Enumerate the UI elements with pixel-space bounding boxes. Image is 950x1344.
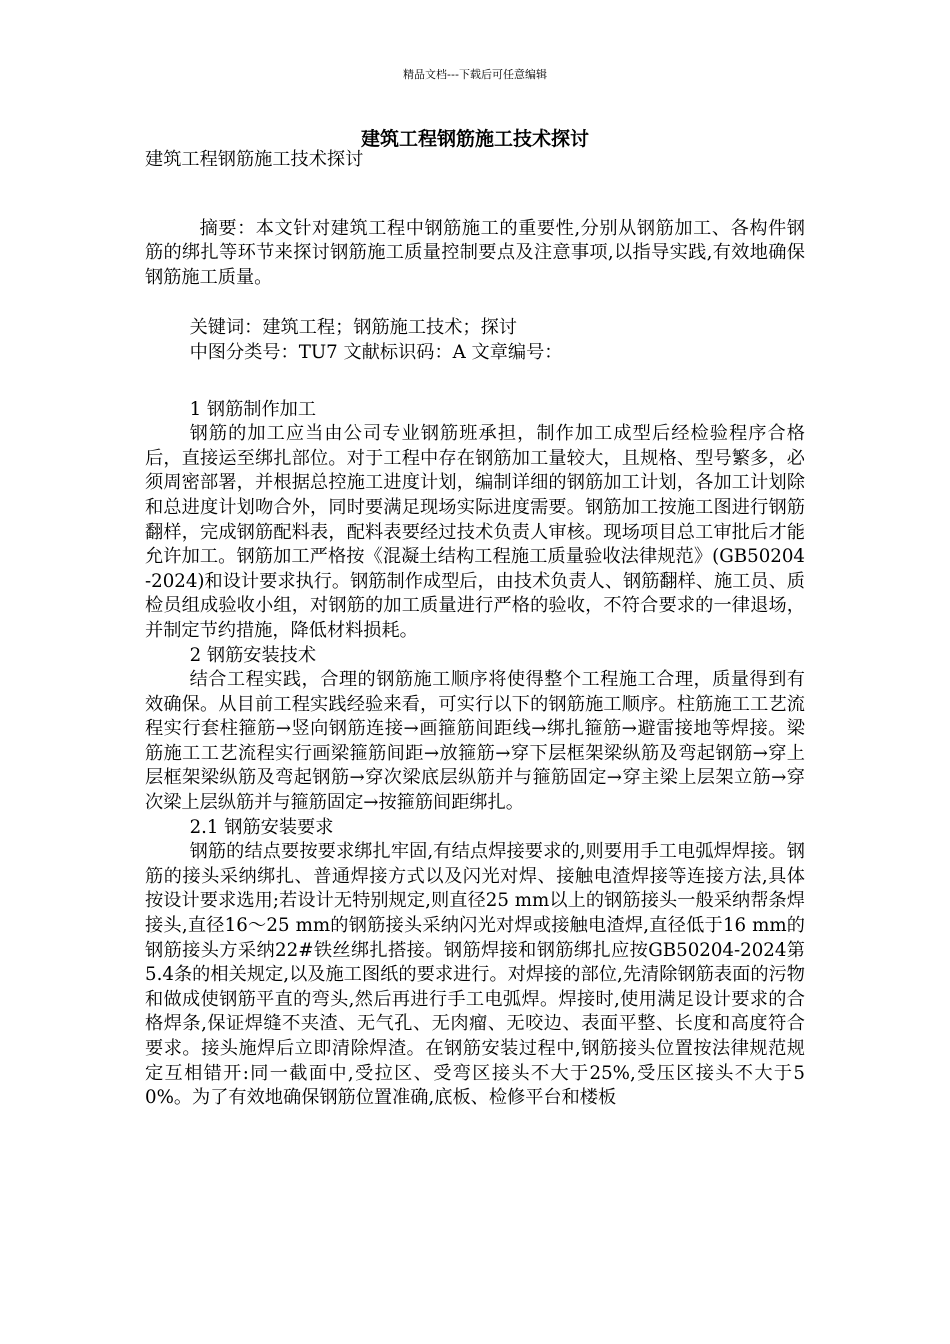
abstract-paragraph: 摘要：本文针对建筑工程中钢筋施工的重要性,分别从钢筋加工、各构件钢筋的绑扎等环节来探讨钢筋施工质量控制要点及注意事项,以指导实践,有效地确保钢筋施工质量。: [145, 217, 805, 288]
document-body: [145, 148, 805, 1111]
page-header-watermark: 精品文档---下载后可任意编辑: [403, 68, 547, 81]
classification-line: 中图分类号：TU7 文献标识码：A 文章编号：: [189, 341, 563, 363]
keywords-line: 关键词：建筑工程；钢筋施工技术；探讨: [189, 317, 517, 339]
document-title: 建筑工程钢筋施工技术探讨: [360, 128, 589, 150]
section-2-paragraph: 结合工程实践，合理的钢筋施工顺序将使得整个工程施工合理，质量得到有效确保。从目前工程实践经验来看，可实行以下的钢筋施工顺序。柱筋施工工艺流程实行套柱箍筋→竖向钢筋连接→画箍筋间距线→绑扎箍筋→避雷接地等焊接。梁筋施工工艺流程实行画梁箍筋间距→放箍筋→穿下层框架梁纵筋及弯起钢筋→穿上层框架梁纵筋及弯起钢筋→穿次梁底层纵筋并与箍筋固定→穿主梁上层架立筋→穿次梁上层纵筋并与箍筋固定→按箍筋间距绑扎。: [145, 669, 805, 814]
section-1-paragraph: 钢筋的加工应当由公司专业钢筋班承担，制作加工成型后经检验程序合格后，直接运至绑扎部位。对于工程中存在钢筋加工量较大，且规格、型号繁多，必须周密部署，并根据总控施工进度计划，编制详细的钢筋加工计划，各加工计划除和总进度计划吻合外，同时要满足现场实际进度需要。钢筋加工按施工图进行钢筋翻样，完成钢筋配料表，配料表要经过技术负责人审核。现场项目总工审批后才能允许加工。钢筋加工严格按《混凝土结构工程施工质量验收法律规范》(GB50204-2024)和设计要求执行。钢筋制作成型后，由技术负责人、钢筋翻样、施工员、质检员组成验收小组，对钢筋的加工质量进行严格的验收，不符合要求的一律退场，并制定节约措施，降低材料损耗。: [145, 423, 805, 641]
section-2-1-paragraph: 钢筋的结点要按要求绑扎牢固,有结点焊接要求的,则要用手工电弧焊焊接。钢筋的接头采纳绑扎、普通焊接方式以及闪光对焊、接触电渣焊接等连接方法,具体按设计要求选用;若设计无特别规定,则直径25 mm以上的钢筋接头一般采纳帮条焊接头,直径16～25 mm的钢筋接头采纳闪光对焊或接触电渣焊,直径低于16 mm的钢筋接头方采纳22#铁丝绑扎搭接。钢筋焊接和钢筋绑扎应按GB50204-2024第5.4条的相关规定,以及施工图纸的要求进行。对焊接的部位,先清除钢筋表面的污物和做成使钢筋平直的弯头,然后再进行手工电弧焊。焊接时,使用满足设计要求的合格焊条,保证焊缝不夹渣、无气孔、无肉瘤、无咬边、表面平整、长度和高度符合要求。接头施焊后立即清除焊渣。在钢筋安装过程中,钢筋接头位置按法律规范规定互相错开:同一截面中,受拉区、受弯区接头不大于25%,受压区接头不大于50%。为了有效地确保钢筋位置准确,底板、检修平台和楼板: [145, 841, 805, 1109]
section-1-heading: 1 钢筋制作加工: [189, 398, 317, 420]
section-2-heading: 2 钢筋安装技术: [189, 644, 317, 666]
section-2-1-heading: 2.1 钢筋安装要求: [189, 816, 334, 838]
document-subtitle: 建筑工程钢筋施工技术探讨: [145, 149, 364, 170]
